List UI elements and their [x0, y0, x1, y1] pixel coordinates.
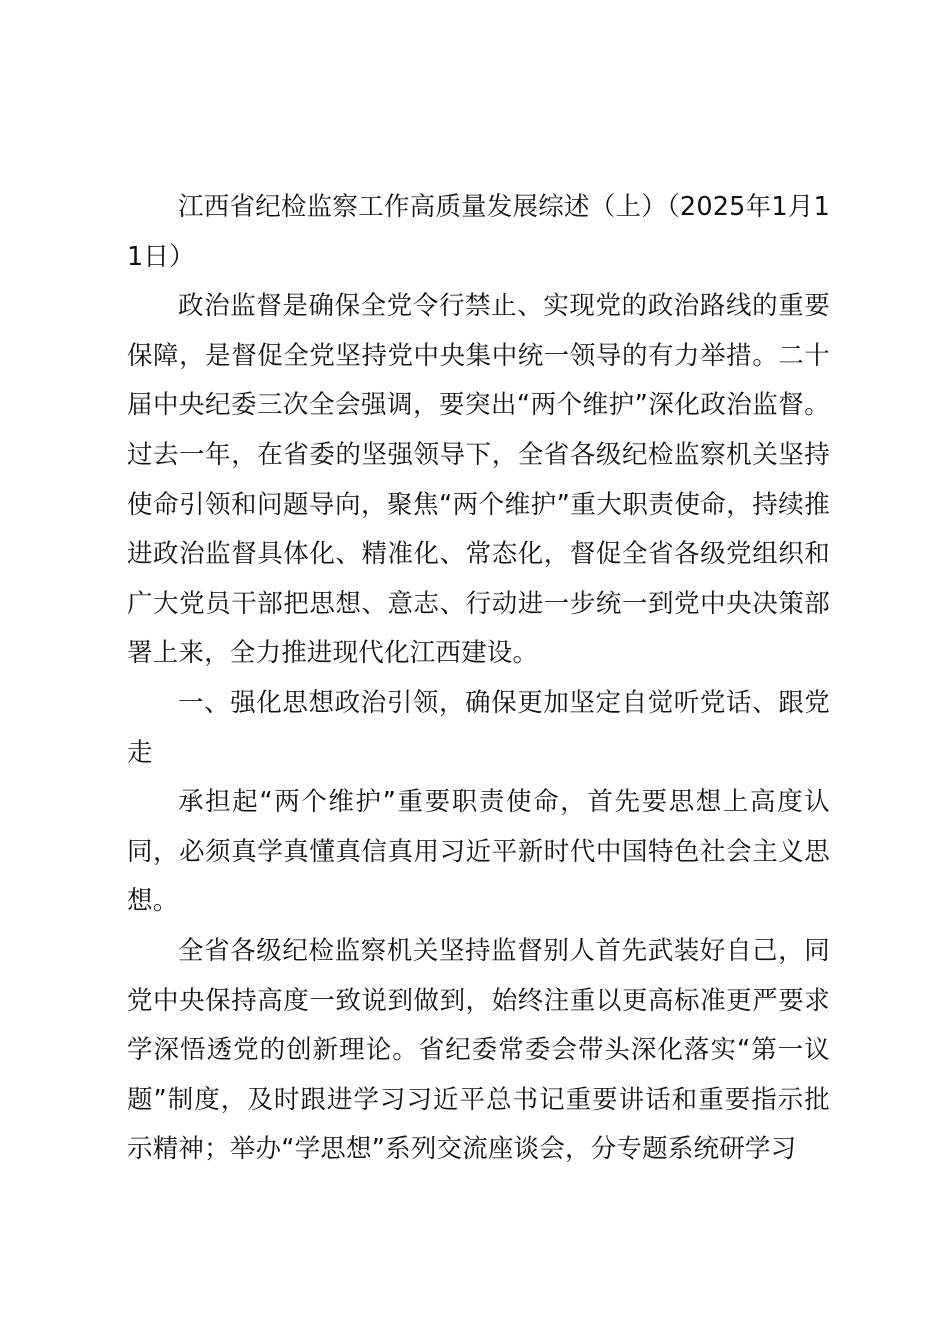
- body-paragraph-3: 全省各级纪检监察机关坚持监督别人首先武装好自己，同党中央保持高度一致说到做到，始终注重以更高标准更严要求学深悟透党的创新理论。省纪委常委会带头深化落实“第一议题”制度，及时跟进学习习近平总书记重要讲话和重要指示批示精神；举办“学思想”系列交流座谈会，分专题系统研学习: [127, 935, 830, 1165]
- body-paragraph-2: 承担起“两个维护”重要职责使命，首先要思想上高度认同，必须真学真懂真信真用习近平新时代中国特色社会主义思想。: [127, 787, 830, 917]
- section-heading-1: 一、强化思想政治引领，确保更加坚定自觉听党话、跟党走: [127, 687, 830, 768]
- document-title: 江西省纪检监察工作高质量发展综述（上）（2025年1月11日）: [127, 192, 830, 272]
- body-paragraph-1: 政治监督是确保全党令行禁止、实现党的政治路线的重要保障，是督促全党坚持党中央集中统一领导的有力举措。二十届中央纪委三次全会强调，要突出“两个维护”深化政治监督。过去一年，在省委的坚强领导下，全省各级纪检监察机关坚持使命引领和问题导向，聚焦“两个维护”重大职责使命，持续推进政治监督具体化、精准化、常态化，督促全省各级党组织和广大党员干部把思想、意志、行动进一步统一到党中央决策部署上来，全力推进现代化江西建设。: [127, 291, 830, 669]
- document-page: [127, 183, 830, 1175]
